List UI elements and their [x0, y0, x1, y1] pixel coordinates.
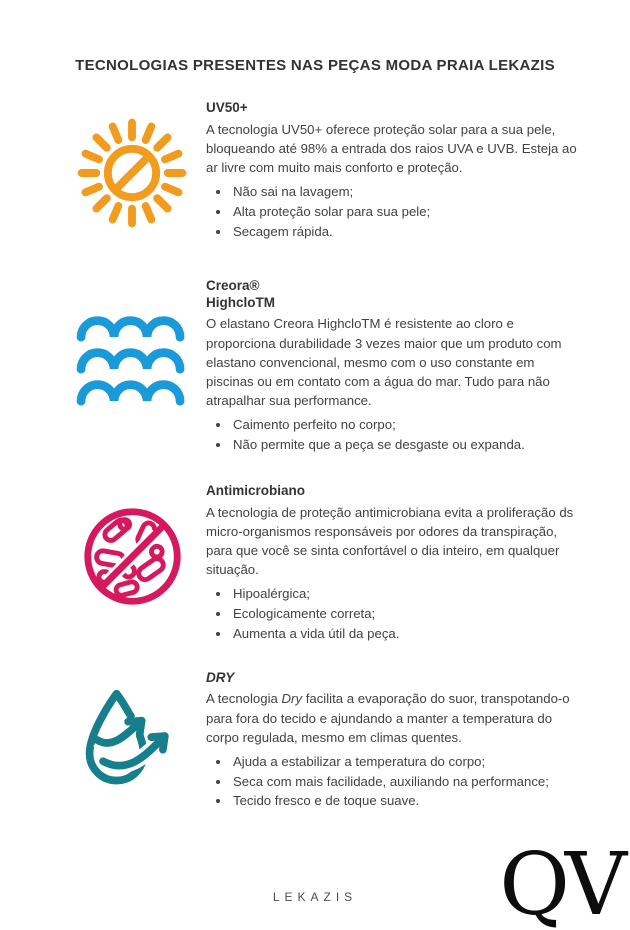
bullet-item: • Alta proteção solar para sua pele;	[231, 202, 580, 222]
heading-line-1: Creora®	[206, 277, 260, 293]
bullet-item: • Não permite que a peça se desgaste ou expanda.	[231, 435, 580, 455]
body-italic-word: Dry	[281, 691, 303, 707]
section-heading	[206, 278, 580, 312]
waves-icon	[75, 308, 190, 407]
section-body	[206, 689, 580, 746]
bullet-item: • Hipoalérgica;	[231, 584, 580, 604]
section-creora	[58, 278, 580, 455]
body-prefix: A tecnologia	[206, 691, 282, 707]
icon-column	[58, 684, 206, 796]
bullet-item: • Aumenta a vida útil da peça.	[231, 624, 580, 644]
icon-column	[58, 503, 206, 610]
section-heading: UV50+	[206, 100, 248, 115]
heading-line-2: HighcloTM	[206, 294, 275, 310]
bullet-item: • Secagem rápida.	[231, 222, 580, 242]
section-antimicrobiano	[58, 483, 580, 644]
bullet-item: • Não sai na lavagem;	[231, 182, 580, 202]
section-uv50	[58, 100, 580, 242]
section-body: A tecnologia UV50+ oferece proteção solar para a sua pele, bloqueando até 98% a entrada dos raios UVA e UVB. Esteja ao ar livre com muito mais conforto e proteção.	[206, 121, 577, 176]
bullet-list	[206, 182, 580, 241]
bullet-item: • Tecido fresco e de toque suave.	[231, 791, 580, 811]
bullet-item: • Ecologicamente correta;	[231, 604, 580, 624]
section-heading: Antimicrobiano	[206, 482, 306, 498]
section-body: O elastano Creora HighcloTM é resistente ao cloro e proporciona durabilidade 3 vezes maior que um produto com elastano convencional, mesmo com o uso constante em piscinas ou em contato com a água do mar. Tudo para não atrapalhar sua performance.	[206, 316, 562, 408]
section-text	[206, 483, 580, 644]
bullet-list	[206, 415, 580, 455]
body-suffix: facilita a evaporação do suor, transpotando-o para fora do tecido e ajundando a manter a temperatura do corpo regulada, mesmo em climas quentes.	[206, 691, 570, 745]
section-dry	[58, 670, 580, 812]
bullet-item: • Seca com mais facilidade, auxiliando na performance;	[231, 772, 580, 792]
brand-footer: LEKAZIS	[272, 890, 358, 904]
qv-watermark: QV	[499, 835, 622, 930]
section-text	[206, 278, 580, 455]
section-text	[206, 670, 580, 812]
page-title: TECNOLOGIAS PRESENTES NAS PEÇAS MODA PRAIA LEKAZIS	[75, 57, 555, 74]
sun-blocked-icon	[69, 110, 195, 236]
bullet-list	[206, 584, 580, 643]
icon-column	[58, 308, 206, 407]
bullet-item: • Caimento perfeito no corpo;	[231, 415, 580, 435]
no-bacteria-icon	[79, 503, 186, 610]
icon-column	[58, 110, 206, 236]
bullet-list	[206, 752, 580, 811]
drop-evaporation-icon	[78, 684, 186, 796]
section-body: A tecnologia de proteção antimicrobiana evita a proliferação ds micro-organismos responsáveis por odores da transpiração, para que você se sinta confortável o dia inteiro, em qualquer situação.	[206, 504, 574, 578]
section-text	[206, 100, 580, 242]
bullet-item: • Ajuda a estabilizar a temperatura do corpo;	[231, 752, 580, 772]
sections-container	[0, 100, 630, 811]
section-heading: DRY	[206, 669, 235, 685]
